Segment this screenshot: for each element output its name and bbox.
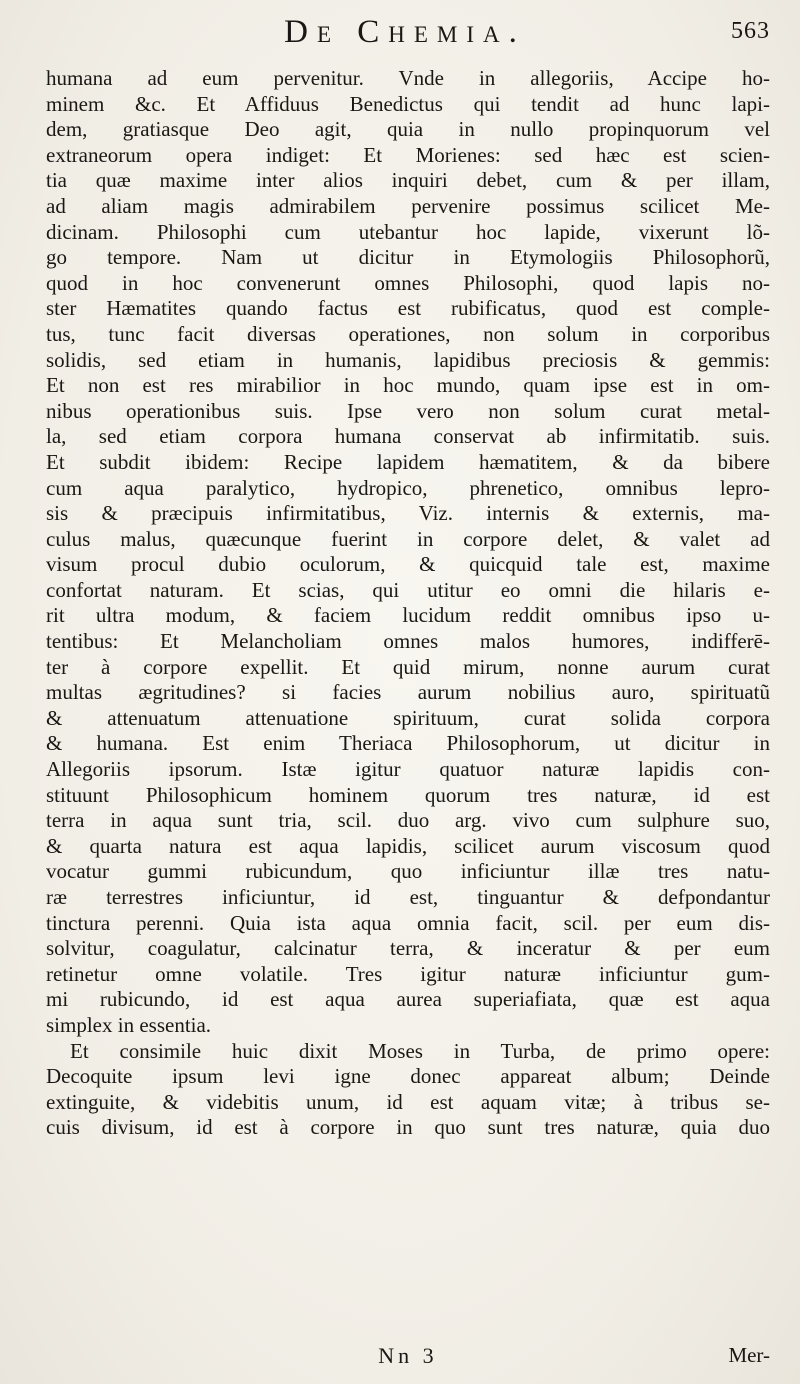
catchword: Mer- xyxy=(728,1343,770,1367)
text-line: vocatur gummi rubicundum, quo inficiuntur illæ tres natu- xyxy=(46,859,770,884)
text-line: retinetur omne volatile. Tres igitur naturæ inficiuntur gum- xyxy=(46,961,770,986)
text-line: dicinam. Philosophi cum utebantur hoc lapide, vixerunt lõ- xyxy=(46,219,770,244)
page-number: 563 xyxy=(731,18,770,44)
text-line: culus malus, quæcunque fuerint in corpore delet, & valet ad xyxy=(46,526,770,551)
text-line: terra in aqua sunt tria, scil. duo arg. vivo cum sulphure suo, xyxy=(46,808,770,833)
text-line: Et subdit ibidem: Recipe lapidem hæmatitem, & da bibere xyxy=(46,449,770,474)
text-line: solidis, sed etiam in humanis, lapidibus preciosis & gemmis: xyxy=(46,347,770,372)
text-line: simplex in essentia. xyxy=(46,1012,212,1037)
text-line: tus, tunc facit diversas operationes, non solum in corporibus xyxy=(46,321,770,346)
signature-mark: Nn 3 xyxy=(378,1343,438,1368)
text-line: ter à corpore expellit. Et quid mirum, nonne aurum curat xyxy=(46,654,770,679)
text-line: solvitur, coagulatur, calcinatur terra, & inceratur & per eum xyxy=(46,936,770,961)
text-line: cum aqua paralytico, hydropico, phrenetico, omnibus lepro- xyxy=(46,475,770,500)
text-line: Decoquite ipsum levi igne donec appareat album; Deinde xyxy=(46,1064,770,1089)
body-text xyxy=(46,66,770,1141)
page-footer xyxy=(46,1343,770,1369)
text-line: tinctura perenni. Quia ista aqua omnia facit, scil. per eum dis- xyxy=(46,910,770,935)
text-line: minem &c. Et Affiduus Benedictus qui tendit ad hunc lapi- xyxy=(46,91,770,116)
text-line: ad aliam magis admirabilem pervenire possimus scilicet Me- xyxy=(46,193,770,218)
running-head: De Chemia. xyxy=(284,14,526,50)
text-line: cuis divisum, id est à corpore in quo sunt tres naturæ, quia duo xyxy=(46,1115,770,1140)
text-line: multas ægritudines? si facies aurum nobilius auro, spirituatũ xyxy=(46,680,770,705)
text-line: & humana. Est enim Theriaca Philosophorum, ut dicitur in xyxy=(46,731,770,756)
text-line: go tempore. Nam ut dicitur in Etymologiis Philosophorũ, xyxy=(46,245,770,270)
text-line: quod in hoc convenerunt omnes Philosophi, quod lapis no- xyxy=(46,270,770,295)
text-line: Et consimile huic dixit Moses in Turba, de primo opere: xyxy=(70,1038,770,1063)
text-line: sis & præcipuis infirmitatibus, Viz. internis & externis, ma- xyxy=(46,501,770,526)
page-header xyxy=(40,14,770,58)
text-line: ræ terrestres inficiuntur, id est, tinguantur & defpondantur xyxy=(46,885,770,909)
text-line: visum procul dubio oculorum, & quicquid tale est, maxime xyxy=(46,552,770,577)
text-line: extinguite, & videbitis unum, id est aquam vitæ; à tribus se- xyxy=(46,1089,770,1114)
text-line: stituunt Philosophicum hominem quorum tres naturæ, id est xyxy=(46,782,770,807)
text-line: tentibus: Et Melancholiam omnes malos humores, indifferē- xyxy=(46,629,770,654)
text-line: extraneorum opera indiget: Et Morienes: sed hæc est scien- xyxy=(46,142,770,167)
text-line: Allegoriis ipsorum. Istæ igitur quatuor naturæ lapidis con- xyxy=(46,757,770,782)
text-line: dem, gratiasque Deo agit, quia in nullo propinquorum vel xyxy=(46,117,770,142)
text-line: & attenuatum attenuatione spirituum, curat solida corpora xyxy=(46,705,770,730)
text-line: rit ultra modum, & faciem lucidum reddit omnibus ipso u- xyxy=(46,603,770,628)
text-line: mi rubicundo, id est aqua aurea superiafiata, quæ est aqua xyxy=(46,987,770,1012)
text-line: ster Hæmatites quando factus est rubificatus, quod est comple- xyxy=(46,296,770,321)
text-line: & quarta natura est aqua lapidis, scilicet aurum viscosum quod xyxy=(46,833,770,858)
text-line: nibus operationibus suis. Ipse vero non solum curat metal- xyxy=(46,398,770,423)
text-line: humana ad eum pervenitur. Vnde in allegoriis, Accipe ho- xyxy=(46,66,770,90)
text-line: la, sed etiam corpora humana conservat ab infirmitatib. suis. xyxy=(46,424,770,449)
text-line: confortat naturam. Et scias, qui utitur eo omni die hilaris e- xyxy=(46,577,770,602)
text-line: Et non est res mirabilior in hoc mundo, quam ipse est in om- xyxy=(46,373,770,398)
text-line: tia quæ maxime inter alios inquiri debet, cum & per illam, xyxy=(46,168,770,193)
